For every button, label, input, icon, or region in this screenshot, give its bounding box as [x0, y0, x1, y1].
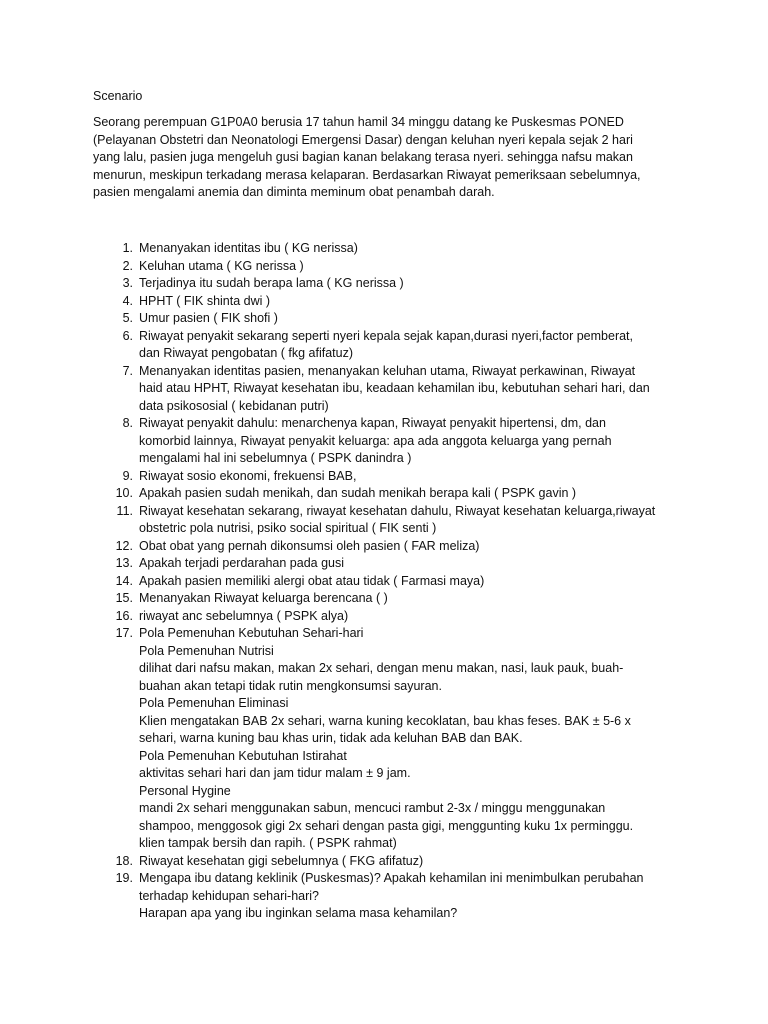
list-item — [109, 328, 709, 363]
list-item — [109, 608, 709, 626]
list-item-text: Riwayat kesehatan gigi sebelumnya ( FKG afifatuz) — [139, 853, 424, 868]
list-item — [109, 590, 709, 608]
list-item — [109, 310, 709, 328]
list-item-text: Apakah pasien sudah menikah, dan sudah menikah berapa kali ( PSPK gavin ) — [139, 486, 577, 500]
list-item — [109, 240, 709, 258]
list-item-text: HPHT ( FIK shinta dwi ) — [139, 293, 271, 308]
list-item-number: 9. — [122, 468, 133, 483]
list-item-text: dilihat dari nafsu makan, makan 2x sehari, dengan menu makan, nasi, lauk pauk, buah- — [139, 661, 624, 675]
list-item-number: 1. — [122, 241, 133, 255]
list-item — [109, 625, 709, 853]
list-item — [109, 363, 709, 416]
list-item-text: komorbid lainnya, Riwayat penyakit keluarga: apa ada anggota keluarga yang pernah — [139, 433, 612, 448]
list-item-number: 19. — [115, 871, 133, 885]
list-item-number: 16. — [115, 608, 133, 623]
list-item-number: 17. — [115, 626, 133, 640]
list-item-number: 3. — [122, 276, 133, 290]
intro-line: (Pelayanan Obstetri dan Neonatologi Emergensi Dasar) dengan keluhan nyeri kepala sejak 2 hari — [93, 132, 633, 147]
list-item-text: Mengapa ibu datang keklinik (Puskesmas)? Apakah kehamilan ini menimbulkan perubahan — [139, 871, 644, 885]
list-item-text: Harapan apa yang ibu inginkan selama masa kehamilan? — [139, 906, 458, 920]
list-item-text: Riwayat kesehatan sekarang, riwayat kesehatan dahulu, Riwayat kesehatan keluarga,riwayat — [139, 503, 656, 518]
list-item-text: data psikososial ( kebidanan putri) — [139, 398, 329, 413]
intro-paragraph — [93, 114, 683, 202]
list-item-text: Obat obat yang pernah dikonsumsi oleh pasien ( FAR meliza) — [139, 538, 480, 553]
list-item — [109, 573, 709, 591]
list-item-number: 13. — [115, 556, 133, 570]
list-item-text: Pola Pemenuhan Eliminasi — [139, 696, 289, 710]
list-item — [109, 870, 709, 923]
list-item-text: mandi 2x sehari menggunakan sabun, mencuci rambut 2-3x / minggu menggunakan — [139, 801, 606, 815]
intro-line: yang lalu, pasien juga mengeluh gusi bagian kanan belakang terasa nyeri. sehingga nafsu makan — [93, 150, 633, 164]
intro-line: pasien mengalami anemia dan diminta meminum obat penambah darah. — [93, 185, 495, 199]
list-item-number: 11. — [116, 503, 133, 518]
list-item-number: 6. — [122, 328, 133, 343]
list-item-text: dan Riwayat pengobatan ( fkg afifatuz) — [139, 346, 354, 360]
list-item-text: aktivitas sehari hari dan jam tidur malam ± 9 jam. — [139, 766, 411, 780]
list-item-text: Umur pasien ( FIK shofi ) — [139, 311, 278, 325]
list-item — [109, 415, 709, 468]
list-item-text: Pola Pemenuhan Kebutuhan Istirahat — [139, 748, 347, 763]
list-item-text: Menanyakan identitas pasien, menanyakan keluhan utama, Riwayat perkawinan, Riwayat — [139, 363, 636, 378]
question-list — [109, 240, 709, 923]
list-item-text: Riwayat sosio ekonomi, frekuensi BAB, — [139, 468, 357, 483]
list-item — [109, 853, 709, 871]
list-item-number: 7. — [122, 363, 133, 378]
list-item-number: 14. — [115, 573, 133, 588]
list-item-text: Personal Hygine — [139, 783, 231, 798]
list-item-text: shampoo, menggosok gigi 2x sehari dengan pasta gigi, menggunting kuku 1x perminggu. — [139, 818, 634, 833]
list-item — [109, 555, 709, 573]
list-item-number: 5. — [122, 311, 133, 325]
list-item-text: Riwayat penyakit dahulu: menarchenya kapan, Riwayat penyakit hipertensi, dm, dan — [139, 416, 606, 430]
list-item — [109, 538, 709, 556]
intro-line: Seorang perempuan G1P0A0 berusia 17 tahun hamil 34 minggu datang ke Puskesmas PONED — [93, 115, 624, 129]
list-item-text: Terjadinya itu sudah berapa lama ( KG nerissa ) — [139, 276, 404, 290]
list-item-number: 12. — [115, 538, 133, 553]
list-item-number: 8. — [122, 416, 133, 430]
list-item — [109, 503, 709, 538]
list-item-number: 18. — [115, 853, 133, 868]
list-item — [109, 485, 709, 503]
list-item-text: Pola Pemenuhan Kebutuhan Sehari-hari — [139, 626, 364, 640]
list-item-text: mengalami hal ini sebelumnya ( PSPK danindra ) — [139, 451, 412, 465]
list-item-number: 2. — [122, 258, 133, 273]
intro-line: menurun, meskipun terkadang merasa kelaparan. Berdasarkan Riwayat pemeriksaan sebelumnya, — [93, 167, 641, 182]
list-item — [109, 275, 709, 293]
list-item-text: Menanyakan identitas ibu ( KG nerissa) — [139, 241, 358, 255]
list-item-number: 15. — [115, 591, 133, 605]
list-item-number: 4. — [122, 293, 133, 308]
list-item-number: 10. — [115, 486, 133, 500]
list-item-text: Keluhan utama ( KG nerissa ) — [139, 258, 304, 273]
list-item-text: Apakah pasien memiliki alergi obat atau tidak ( Farmasi maya) — [139, 573, 485, 588]
list-item-text: Klien mengatakan BAB 2x sehari, warna kuning kecoklatan, bau khas feses. BAK ± 5-6 x — [139, 713, 631, 728]
list-item-text: sehari, warna kuning bau khas urin, tidak ada keluhan BAB dan BAK. — [139, 731, 523, 745]
list-item-text: Apakah terjadi perdarahan pada gusi — [139, 556, 345, 570]
list-item-text: riwayat anc sebelumnya ( PSPK alya) — [139, 608, 349, 623]
page-title: Scenario — [93, 89, 143, 103]
list-item — [109, 258, 709, 276]
list-item-text: Riwayat penyakit sekarang seperti nyeri kepala sejak kapan,durasi nyeri,factor pemberat, — [139, 328, 634, 343]
list-item — [109, 468, 709, 486]
list-item-text: klien tampak bersih dan rapih. ( PSPK rahmat) — [139, 836, 397, 850]
list-item-text: Pola Pemenuhan Nutrisi — [139, 643, 274, 658]
list-item — [109, 293, 709, 311]
list-item-text: terhadap kehidupan sehari-hari? — [139, 888, 319, 903]
list-item-text: buahan akan tetapi tidak rutin mengkonsumsi sayuran. — [139, 678, 442, 693]
list-item-text: Menanyakan Riwayat keluarga berencana ( ) — [139, 591, 388, 605]
list-item-text: haid atau HPHT, Riwayat kesehatan ibu, keadaan kehamilan ibu, kebutuhan sehari hari, dan — [139, 381, 650, 395]
list-item-text: obstetric pola nutrisi, psiko social spiritual ( FIK senti ) — [139, 521, 437, 535]
